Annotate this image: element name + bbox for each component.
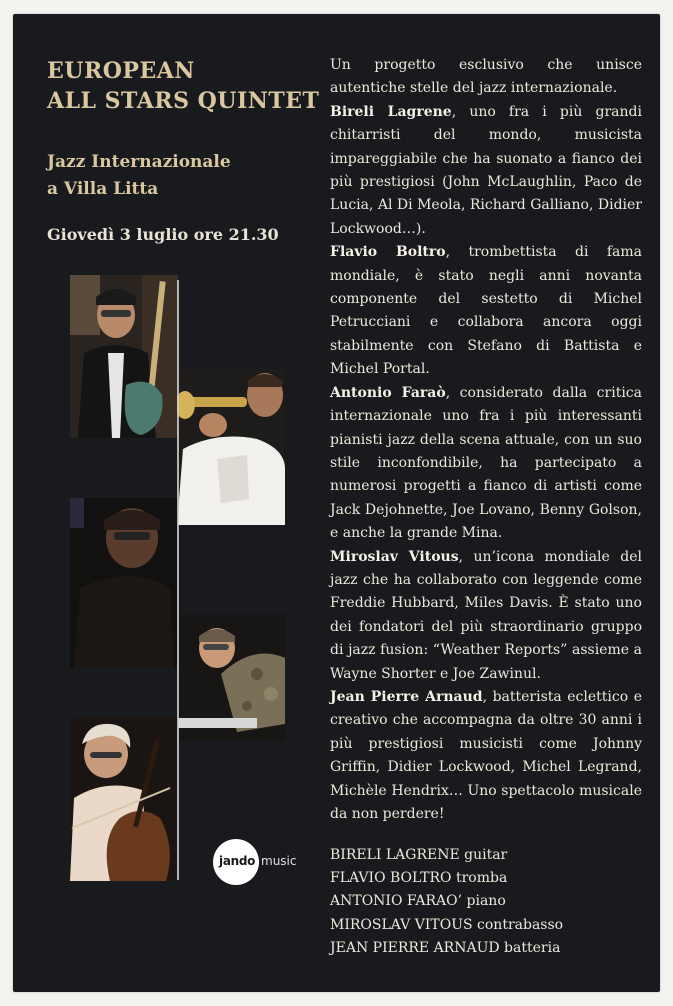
bio-name: Bireli Lagrene <box>330 103 452 120</box>
lineup-item: MIROSLAV VITOUS contrabasso <box>330 916 564 933</box>
bio-name: Flavio Boltro <box>330 244 446 261</box>
bio-paragraph-boltro <box>330 241 642 381</box>
intro-paragraph: Un progetto esclusivo che unisce autentiche stelle del jazz internazionale. <box>330 57 642 97</box>
bassist-photo <box>70 718 178 881</box>
pianist-keyboard-photo <box>177 614 285 741</box>
event-subtitle-line2: a Villa Litta <box>47 179 159 199</box>
bio-text: , uno fra i più grandi chitarristi del mondo, musicista impareggiabile che ha suonato a fianco dei più prestigiosi (John McLaughlin, Paco de Lucia, Al Di Meola, Richard Galliano, Didier Lockwood…). <box>330 103 642 237</box>
lineup-item: ANTONIO FARAO’ piano <box>330 893 506 910</box>
jando-music-logo <box>213 839 303 885</box>
bio-paragraph-lagrene <box>330 101 642 241</box>
guitarist-photo <box>70 275 178 438</box>
bio-text: , trombettista di fama mondiale, è stato negli anni novanta componente del sestetto di Michel Petrucciani e collabora ancora oggi stabilmente con Stefano di Battista e Michel Portal. <box>330 244 642 378</box>
bio-text: , considerato dalla critica internazionale uno fra i più interessanti pianisti jazz della scena attuale, con un suo stile inconfondibile, ha partecipato a numerosi progetti a fianco di artisti come Jack Dejohnette, Joe Lovano, Benny Golson, e anche la grande Mina. <box>330 384 642 542</box>
bio-paragraph-farao <box>330 382 642 546</box>
event-title-line1: EUROPEAN <box>47 58 195 84</box>
bio-text: , batterista eclettico e creativo che accompagna da oltre 30 anni i più prestigiosi musicisti come Johnny Griffin, Didier Lockwood, Michel Legrand, Michèle Hendrix… Uno spettacolo musicale da non perdere! <box>330 688 642 822</box>
bio-name: Miroslav Vitous <box>330 548 459 565</box>
event-title <box>47 56 319 116</box>
bio-name: Jean Pierre Arnaud <box>330 688 483 705</box>
logo-music-text: music <box>261 854 297 868</box>
lineup-item: BIRELI LAGRENE guitar <box>330 847 508 863</box>
photo-divider-line <box>177 280 179 880</box>
bio-paragraph-vitous <box>330 546 642 686</box>
trumpeter-photo <box>177 369 285 525</box>
lineup-item: FLAVIO BOLTRO tromba <box>330 870 508 887</box>
event-subtitle-line1: Jazz Internazionale <box>47 152 231 172</box>
event-subtitle <box>47 149 231 203</box>
lineup-item: JEAN PIERRE ARNAUD batteria <box>330 939 561 956</box>
artist-descriptions <box>330 54 642 826</box>
pianist-portrait-photo <box>70 498 178 668</box>
bio-name: Antonio Faraò <box>330 384 446 401</box>
bio-text: , un’icona mondiale del jazz che ha collaborato con leggende come Freddie Hubbard, Miles Davis. È stato uno dei fondatori del più straordinario gruppo di jazz fusion: “Weather Reports” assieme a Wayne Shorter e Joe Zawinul. <box>330 548 642 682</box>
band-lineup <box>330 844 650 960</box>
event-date: Giovedì 3 luglio ore 21.30 <box>47 225 279 244</box>
logo-jando-text: jando <box>219 854 256 868</box>
bio-paragraph-arnaud <box>330 686 642 826</box>
event-title-line2: ALL STARS QUINTET <box>47 88 320 114</box>
